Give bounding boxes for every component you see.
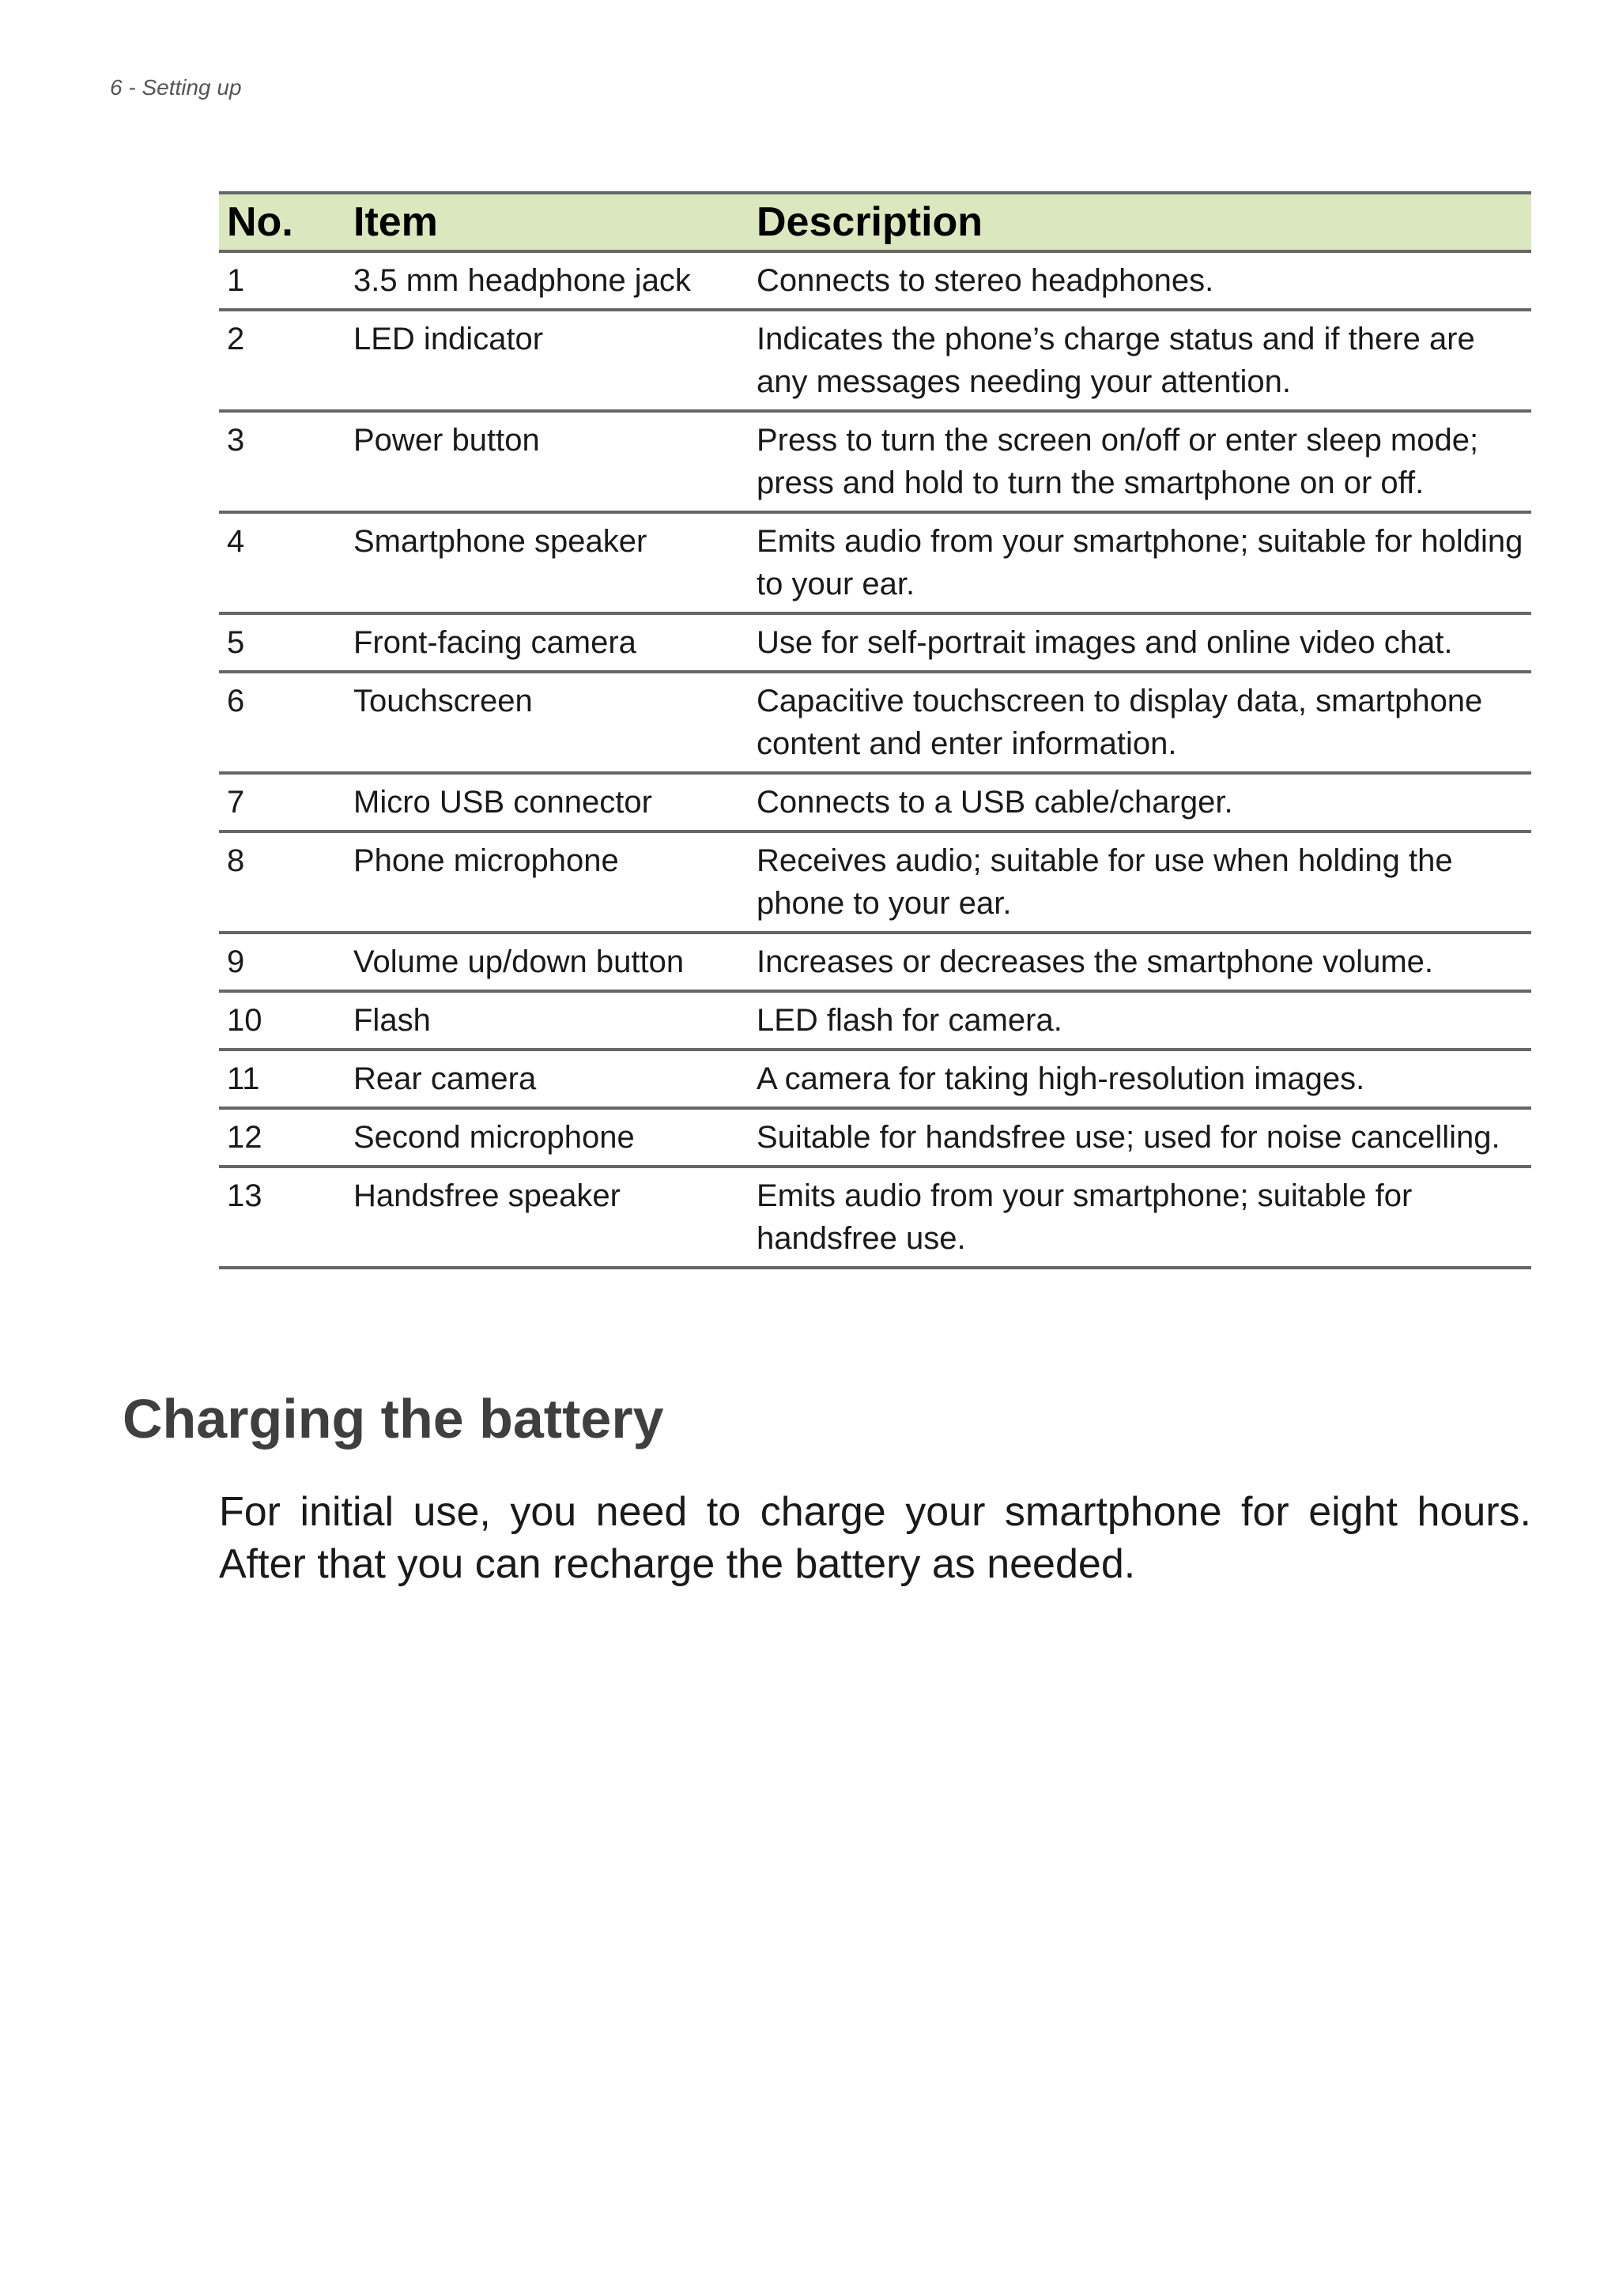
column-header-description: Description: [749, 193, 1531, 251]
cell-description: Use for self-portrait images and online video chat.: [749, 613, 1531, 672]
cell-no: 8: [219, 831, 345, 933]
cell-item: Phone microphone: [345, 831, 749, 933]
cell-description: Increases or decreases the smartphone volume.: [749, 933, 1531, 991]
cell-no: 10: [219, 991, 345, 1050]
section-heading: Charging the battery: [123, 1388, 664, 1450]
table-row: [219, 1108, 1531, 1167]
cell-item: Volume up/down button: [345, 933, 749, 991]
body-paragraph: For initial use, you need to charge your smartphone for eight hours. After that you can recharge the battery as needed.: [219, 1489, 1531, 1587]
table-header-row: [219, 193, 1531, 251]
cell-description: Indicates the phone’s charge status and if there are any messages needing your attention.: [749, 310, 1531, 411]
cell-description: A camera for taking high-resolution images.: [749, 1050, 1531, 1108]
table-row: [219, 773, 1531, 831]
cell-description: Connects to stereo headphones.: [749, 251, 1531, 310]
cell-description: Connects to a USB cable/charger.: [749, 773, 1531, 831]
running-header: 6 - Setting up: [110, 75, 242, 100]
cell-no: 4: [219, 512, 345, 613]
cell-item: Smartphone speaker: [345, 512, 749, 613]
cell-no: 11: [219, 1050, 345, 1108]
column-header-no: No.: [219, 193, 345, 251]
cell-item: Touchscreen: [345, 672, 749, 773]
table-row: [219, 991, 1531, 1050]
table-row: [219, 831, 1531, 933]
cell-description: Receives audio; suitable for use when holding the phone to your ear.: [749, 831, 1531, 933]
cell-item: Power button: [345, 411, 749, 512]
table-row: [219, 251, 1531, 310]
table-row: [219, 933, 1531, 991]
cell-item: Micro USB connector: [345, 773, 749, 831]
table-row: [219, 613, 1531, 672]
cell-no: 13: [219, 1167, 345, 1268]
cell-no: 6: [219, 672, 345, 773]
cell-description: LED flash for camera.: [749, 991, 1531, 1050]
cell-item: LED indicator: [345, 310, 749, 411]
cell-description: Capacitive touchscreen to display data, smartphone content and enter information.: [749, 672, 1531, 773]
cell-description: Suitable for handsfree use; used for noise cancelling.: [749, 1108, 1531, 1167]
cell-item: Flash: [345, 991, 749, 1050]
cell-description: Press to turn the screen on/off or enter sleep mode; press and hold to turn the smartphone on or off.: [749, 411, 1531, 512]
cell-no: 1: [219, 251, 345, 310]
cell-no: 9: [219, 933, 345, 991]
table-row: [219, 672, 1531, 773]
cell-description: Emits audio from your smartphone; suitable for handsfree use.: [749, 1167, 1531, 1268]
cell-no: 5: [219, 613, 345, 672]
cell-no: 3: [219, 411, 345, 512]
table-row: [219, 512, 1531, 613]
cell-description: Emits audio from your smartphone; suitable for holding to your ear.: [749, 512, 1531, 613]
table-row: [219, 310, 1531, 411]
table-row: [219, 1167, 1531, 1268]
cell-item: Handsfree speaker: [345, 1167, 749, 1268]
cell-no: 7: [219, 773, 345, 831]
cell-item: 3.5 mm headphone jack: [345, 251, 749, 310]
cell-no: 12: [219, 1108, 345, 1167]
cell-item: Second microphone: [345, 1108, 749, 1167]
cell-item: Rear camera: [345, 1050, 749, 1108]
parts-table: [219, 191, 1531, 1269]
cell-item: Front-facing camera: [345, 613, 749, 672]
cell-no: 2: [219, 310, 345, 411]
column-header-item: Item: [345, 193, 749, 251]
table-row: [219, 411, 1531, 512]
table-row: [219, 1050, 1531, 1108]
